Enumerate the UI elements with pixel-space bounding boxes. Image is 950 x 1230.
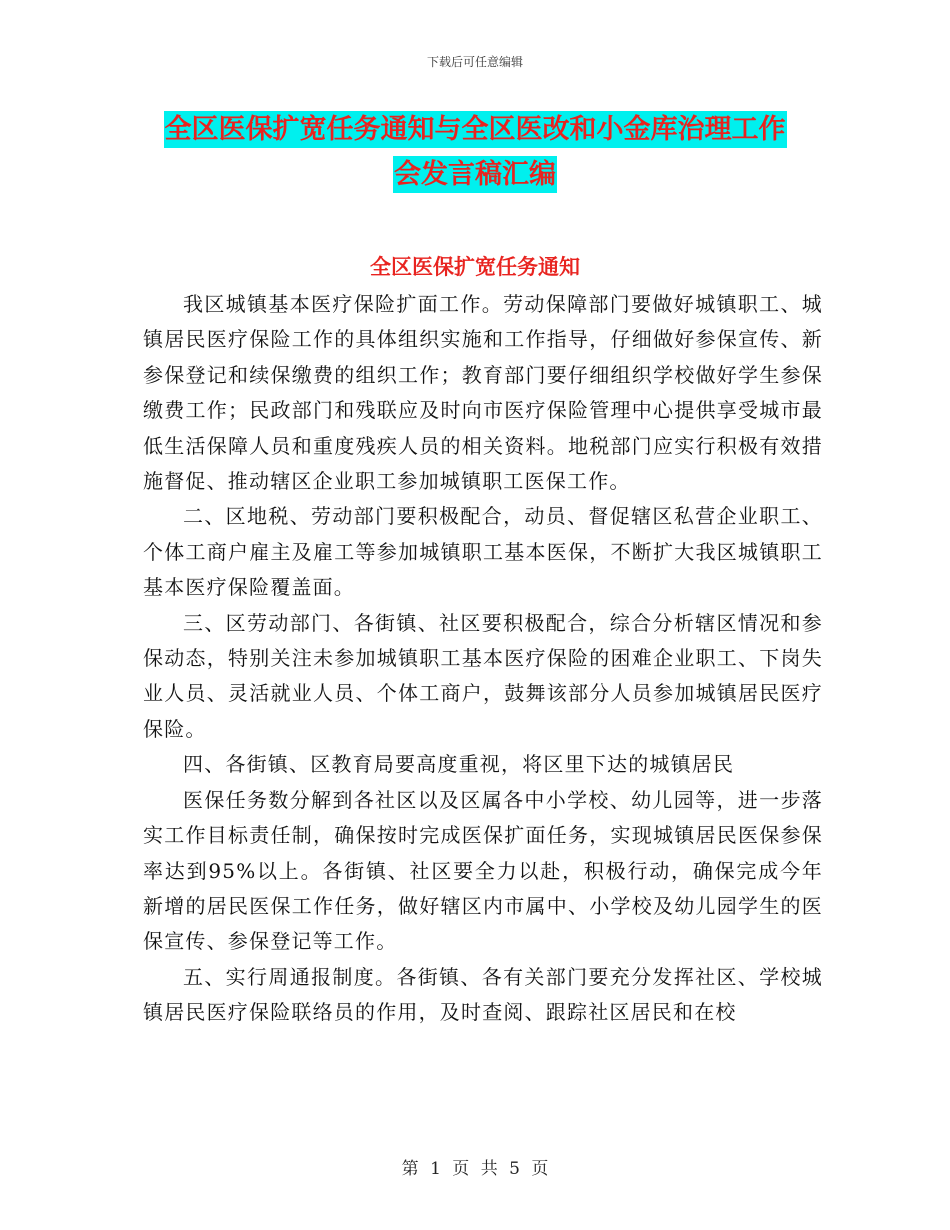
document-title-line-1 <box>0 115 950 145</box>
paragraph: 医保任务数分解到各社区以及区属各中小学校、幼儿园等，进一步落实工作目标责任制，确保按时完成医保扩面任务，实现城镇居民医保参保率达到95%以上。各街镇、社区要全力以赴，积极行动，确保完成今年新增的居民医保工作任务，做好辖区内市属中、小学校及幼儿园学生的医保宣传、参保登记等工作。 <box>143 787 823 954</box>
document-title-line-1-text: 全区医保扩宽任务通知与全区医改和小金库治理工作 <box>164 111 787 148</box>
document-title-line-2 <box>0 160 950 190</box>
paragraph: 三、区劳动部门、各街镇、社区要积极配合，综合分析辖区情况和参保动态，特别关注未参加城镇职工基本医疗保险的困难企业职工、下岗失业人员、灵活就业人员、个体工商户，鼓舞该部分人员参加城镇居民医疗保险。 <box>143 610 823 741</box>
paragraph: 四、各街镇、区教育局要高度重视，将区里下达的城镇居民 <box>183 752 735 777</box>
section-title: 全区医保扩宽任务通知 <box>370 255 580 279</box>
header-note: 下载后可任意编辑 <box>426 55 523 69</box>
document-body <box>143 287 823 1031</box>
page-number-footer: 第 1 页 共 5 页 <box>401 1159 549 1179</box>
paragraph: 二、区地税、劳动部门要积极配合，动员、督促辖区私营企业职工、个体工商户雇主及雇工等参加城镇职工基本医保，不断扩大我区城镇职工基本医疗保险覆盖面。 <box>143 504 823 600</box>
paragraph: 五、实行周通报制度。各街镇、各有关部门要充分发挥社区、学校城镇居民医疗保险联络员的作用，及时查阅、跟踪社区居民和在校 <box>143 964 823 1025</box>
paragraph: 我区城镇基本医疗保险扩面工作。劳动保障部门要做好城镇职工、城镇居民医疗保险工作的具体组织实施和工作指导，仔细做好参保宣传、新参保登记和续保缴费的组织工作；教育部门要仔细组织学校做好学生参保缴费工作；民政部门和残联应及时向市医疗保险管理中心提供享受城市最低生活保障人员和重度残疾人员的相关资料。地税部门应实行积极有效措施督促、推动辖区企业职工参加城镇职工医保工作。 <box>143 292 823 494</box>
document-title-line-2-text: 会发言稿汇编 <box>393 156 557 193</box>
